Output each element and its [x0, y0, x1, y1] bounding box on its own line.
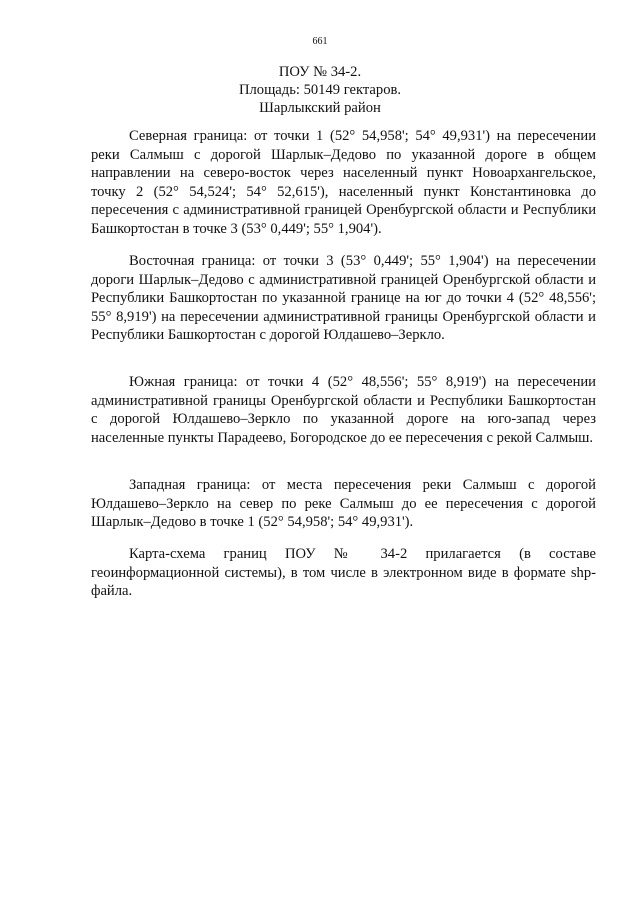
- page-number: 661: [312, 36, 328, 47]
- map-scheme-paragraph: Карта-схема границ ПОУ № 34-2 прилагается (в составе геоинформационной системы), в том числе в электронном виде в формате shp-файла.: [91, 546, 596, 600]
- north-boundary-paragraph: Северная граница: от точки 1 (52° 54,958'; 54° 49,931') на пересечении реки Салмыш с дорогой Шарлык–Дедово по указанной дороге в общем направлении на северо-восток через населенный пункт Новоархангельское, точку 2 (52° 54,524'; 54° 52,615'), населенный пункт Константиновка до пересечения с административной границей Оренбургской области и Республики Башкортостан в точке 3 (53° 0,449'; 55° 1,904').: [91, 128, 596, 237]
- east-boundary-paragraph: Восточная граница: от точки 3 (53° 0,449'; 55° 1,904') на пересечении дороги Шарлык–Дедово с административной границей Оренбургской области и Республики Башкортостан по указанной границе на юг до точки 4 (52° 48,556'; 55° 8,919') на пересечении административной границы Оренбургской области и Республики Башкортостан с дорогой Юлдашево–Зеркло.: [91, 253, 596, 344]
- document-title: ПОУ № 34-2.: [278, 64, 362, 80]
- west-boundary-paragraph: Западная граница: от места пересечения реки Салмыш с дорогой Юлдашево–Зеркло на север по реке Салмыш до ее пересечения с дорогой Шарлык–Дедово в точке 1 (52° 54,958'; 54° 49,931').: [91, 477, 596, 531]
- document-header: [40, 63, 600, 117]
- district-line: Шарлыкский район: [259, 100, 381, 116]
- area-line: Площадь: 50149 гектаров.: [238, 82, 402, 98]
- south-boundary-paragraph: Южная граница: от точки 4 (52° 48,556'; 55° 8,919') на пересечении административной границы Оренбургской области и Республики Башкортостан с дорогой Юлдашево–Зеркло по указанной дороге на юго-запад через населенные пункты Парадеево, Богородское до ее пересечения с рекой Салмыш.: [91, 374, 596, 446]
